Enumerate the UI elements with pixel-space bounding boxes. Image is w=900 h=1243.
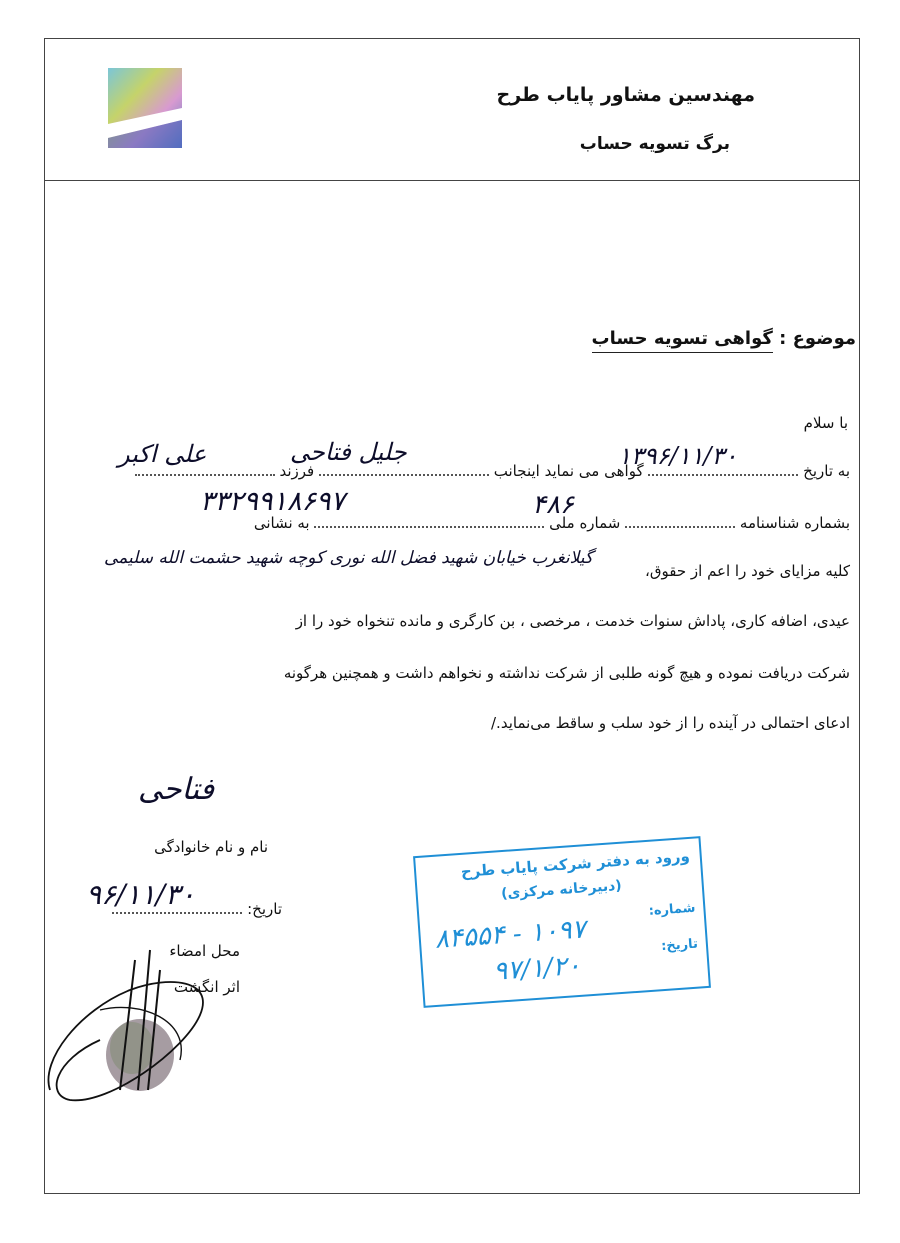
id-fill-line — [625, 512, 735, 528]
company-logo-icon — [108, 68, 182, 148]
body-line-5: شرکت دریافت نموده و هیچ گونه طلبی از شرکت نداشته و نخواهم داشت و همچنین هرگونه — [283, 664, 850, 682]
name-label: نام و نام خانوادگی — [154, 838, 268, 856]
stamp-subtitle: (دبیرخانه مرکزی) — [500, 877, 623, 903]
handwritten-date: ۱۳۹۶/۱۱/۳۰ — [618, 442, 738, 470]
benefits-text: کلیه مزایای خود را اعم از حقوق، — [645, 562, 850, 580]
signature-scribble — [40, 940, 240, 1110]
handwritten-father: علی اکبر — [118, 440, 207, 468]
company-name: مهندسین مشاور پایاب طرح — [496, 84, 755, 106]
body-line-3 — [645, 562, 850, 580]
stamp-number-value: ۱۰۹۷ - ۸۴۵۵۴ — [433, 914, 587, 955]
handwritten-address: گیلانغرب خیابان شهید فضل الله نوری کوچه شهید حشمت الله سلیمی — [104, 548, 593, 568]
body-line-4: عیدی، اضافه کاری، پاداش سنوات خدمت ، مرخصی ، بن کارگری و مانده تنخواه خود را از — [295, 612, 850, 630]
subject-label: موضوع : — [779, 328, 856, 349]
stamp-date-label: تاریخ: — [660, 936, 699, 955]
reception-stamp — [413, 836, 711, 1008]
national-id-fill-line — [314, 512, 544, 528]
certify-text: گواهی می نماید اینجانب — [493, 462, 644, 480]
stamp-date-value: ۹۷/۱/۲۰ — [492, 950, 582, 987]
date-prefix: به تاریخ — [803, 462, 850, 480]
signature-label: محل امضاء — [169, 942, 240, 960]
header-divider — [44, 180, 860, 181]
national-id-label: شماره ملی — [549, 514, 621, 532]
handwritten-sign-date: ۹۶/۱۱/۳۰ — [86, 878, 196, 911]
handwritten-signature-name: فتاحی — [138, 772, 215, 807]
form-title: برگ تسویه حساب — [579, 134, 730, 154]
subject-line — [592, 328, 856, 349]
handwritten-national-id: ۳۳۲۹۹۱۸۶۹۷ — [200, 486, 346, 517]
child-of-label: فرزند — [279, 462, 315, 480]
body-line-1 — [135, 460, 850, 480]
greeting: با سلام — [803, 414, 848, 432]
fingerprint-label: اثر انگشت — [173, 978, 240, 996]
subject-value: گواهی تسویه حساب — [592, 328, 773, 353]
body-line-6: ادعای احتمالی در آینده را از خود سلب و ساقط می‌نماید./ — [491, 714, 850, 732]
handwritten-name: جلیل فتاحی — [290, 438, 407, 466]
address-label: به نشانی — [253, 514, 310, 532]
stamp-number-label: شماره: — [648, 900, 696, 919]
id-label: بشماره شناسنامه — [739, 514, 850, 532]
date-label: تاریخ: — [247, 900, 282, 918]
stamp-title: ورود به دفتر شرکت پایاب طرح — [460, 846, 691, 881]
handwritten-id-number: ۴۸۶ — [532, 490, 574, 520]
